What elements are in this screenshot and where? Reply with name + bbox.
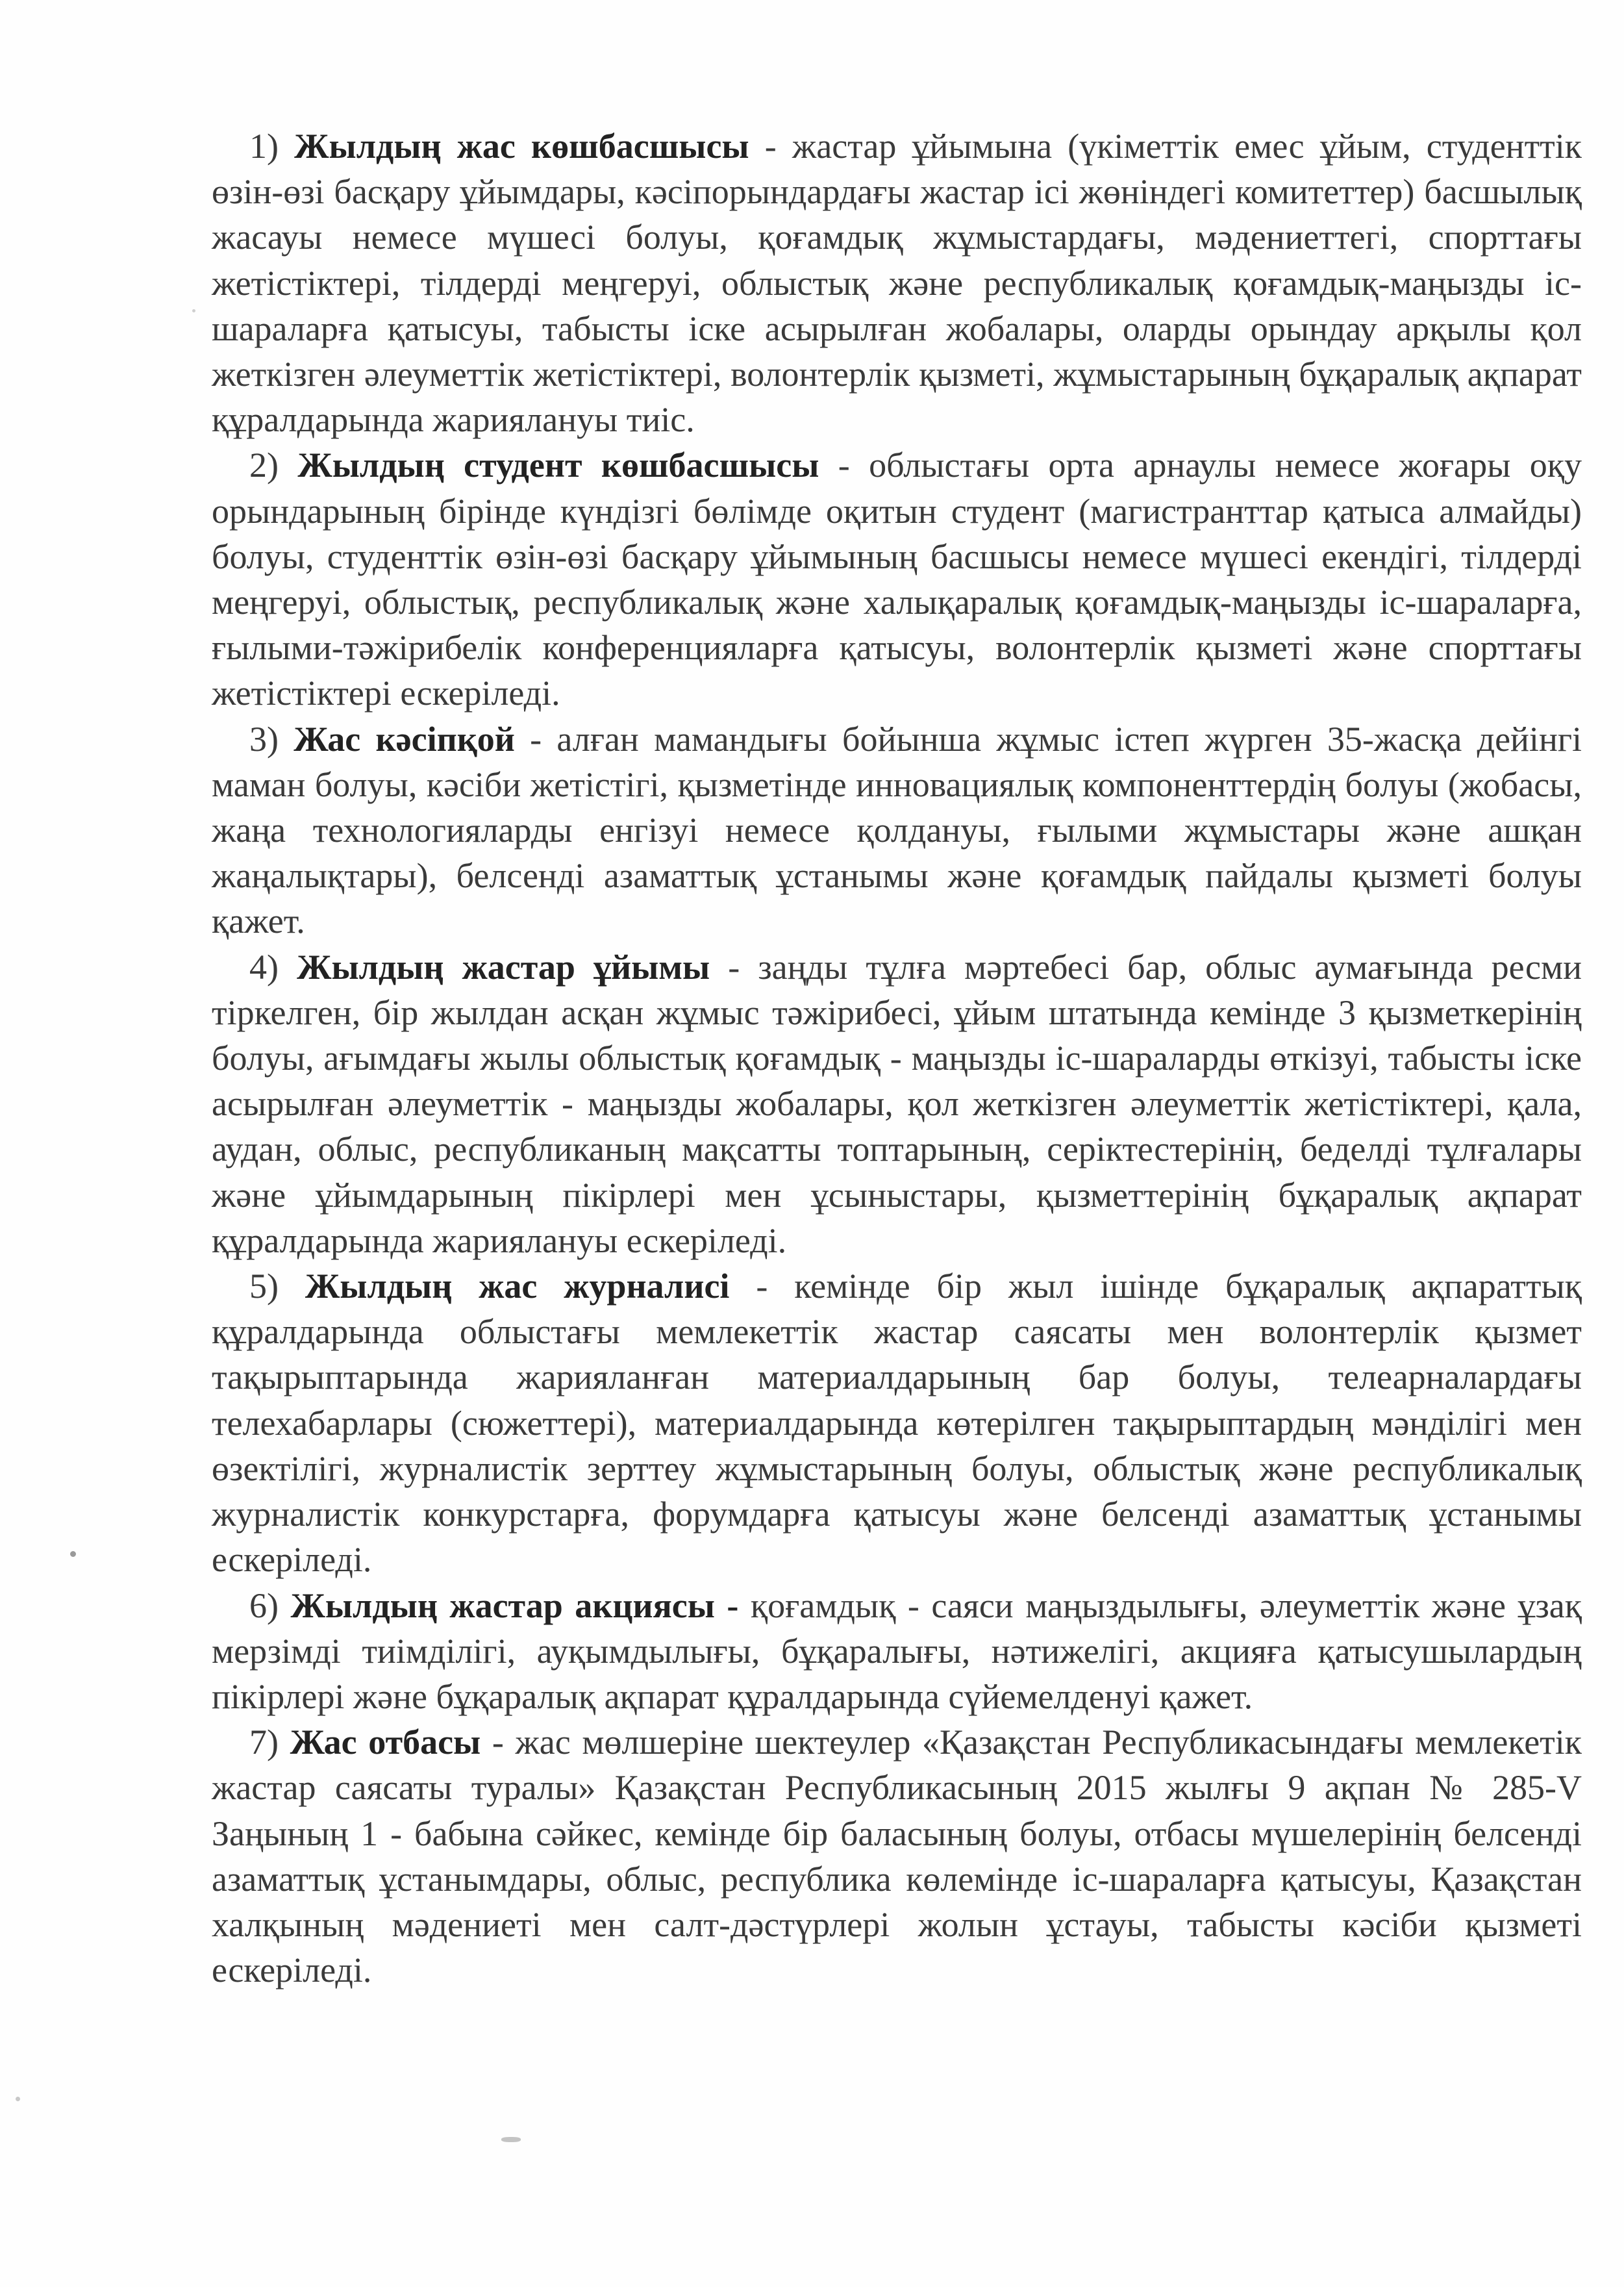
paragraph-number: 3) — [249, 719, 279, 759]
paragraph-term: Жылдың студент көшбасшысы — [297, 446, 819, 485]
document-body — [212, 123, 1582, 1993]
scan-speck — [501, 2137, 521, 2142]
paragraph-6 — [212, 1583, 1582, 1720]
paragraph-text: - кемінде бір жыл ішінде бұқаралық ақпараттық құралдарында облыстағы мемлекеттік жастар саясаты мен волонтерлік қызмет тақырыптарында жарияланған материалдарының бар болуы, телеарналардағы телехабарлары (сюжеттері), материалдарында көтерілген тақырыптардың мәнділігі мен өзектілігі, журналистік зерттеу жұмыстарының болуы, облыстық және республикалық журналистік конкурстарға, форумдарға қатысуы және белсенді азаматтық ұстанымы ескеріледі. — [212, 1267, 1582, 1580]
paragraph-text: - алған мамандығы бойынша жұмыс істеп жүрген 35-жасқа дейінгі маман болуы, кәсіби жетістігі, қызметінде инновациялық компоненттердің болуы (жобасы, жаңа технологияларды енгізуі немесе қолдануы, ғылыми жұмыстары және ашқан жаңалықтары), белсенді азаматтық ұстанымы және қоғамдық пайдалы қызметі болуы қажет. — [212, 719, 1582, 941]
paragraph-term: Жас кәсіпқой — [294, 719, 515, 759]
paragraph-number: 4) — [249, 947, 279, 987]
paragraph-5 — [212, 1263, 1582, 1582]
paragraph-term: Жылдың жас көшбасшысы — [294, 127, 749, 166]
paragraph-2 — [212, 442, 1582, 716]
paragraph-term: Жас отбасы — [290, 1723, 481, 1762]
paragraph-number: 2) — [249, 446, 279, 485]
paragraph-1 — [212, 123, 1582, 442]
paragraph-text: - облыстағы орта арнаулы немесе жоғары оқу орындарының бірінде күндізгі бөлімде оқитын студент (магистранттар қатыса алмайды) болуы, студенттік өзін-өзі басқару ұйымының басшысы немесе мүшесі екендігі, тілдерді меңгеруі, облыстық, республикалық және халықаралық қоғамдық-маңызды іс-шараларға, ғылыми-тәжірибелік конференцияларға қатысуы, волонтерлік қызметі және спорттағы жетістіктері ескеріледі. — [212, 446, 1582, 713]
paragraph-4 — [212, 944, 1582, 1263]
paragraph-term: Жылдың жастар ұйымы — [297, 947, 710, 987]
paragraph-text: - заңды тұлға мәртебесі бар, облыс аумағында ресми тіркелген, бір жылдан асқан жұмыс тәжірибесі, ұйым штатында кемінде 3 қызметкерінің болуы, ағымдағы жылы облыстық қоғамдық - маңызды іс-шараларды өткізуі, табысты іске асырылған әлеуметтік - маңызды жобалары, қол жеткізген әлеуметтік жетістіктері, қала, аудан, облыс, республиканың мақсатты топтарының, серіктестерінің, беделді тұлғалары және ұйымдарының пікірлері мен ұсыныстары, қызметтерінің бұқаралық ақпарат құралдарында жариялануы ескеріледі. — [212, 947, 1582, 1260]
paragraph-3 — [212, 716, 1582, 944]
scan-speck — [16, 2097, 20, 2101]
paragraph-text: қоғамдық - саяси маңыздылығы, әлеуметтік және ұзақ мерзімді тиімділігі, ауқымдылығы, бұқаралығы, нәтижелігі, акцияға қатысушылардың пікірлері және бұқаралық ақпарат құралдарында сүйемелденуі қажет. — [212, 1586, 1582, 1716]
paragraph-number: 6) — [249, 1586, 279, 1625]
paragraph-number: 7) — [249, 1723, 279, 1762]
paragraph-term: Жылдың жастар акциясы - — [290, 1586, 739, 1625]
paragraph-number: 1) — [249, 127, 279, 166]
scan-speck — [70, 1551, 76, 1557]
scan-speck — [192, 309, 195, 312]
paragraph-text: - жас мөлшеріне шектеулер «Қазақстан Республикасындағы мемлекетік жастар саясаты туралы» Қазақстан Республикасының 2015 жылғы 9 ақпан № 285-V Заңының 1 - бабына сәйкес, кемінде бір баласының болуы, отбасы мүшелерінің белсенді азаматтық ұстанымдары, облыс, республика көлемінде іс-шараларға қатысуы, Қазақстан халқының мәдениеті мен салт-дәстүрлері жолын ұстауы, табысты кәсіби қызметі ескеріледі. — [212, 1723, 1582, 1990]
paragraph-text: - жастар ұйымына (үкіметтік емес ұйым, студенттік өзін-өзі басқару ұйымдары, кәсіпорындардағы жастар ісі жөніндегі комитеттер) басшылық жасауы немесе мүшесі болуы, қоғамдық жұмыстардағы, мәдениеттегі, спорттағы жетістіктері, тілдерді меңгеруі, облыстық және республикалық қоғамдық-маңызды іс-шараларға қатысуы, табысты іске асырылған жобалары, оларды орындау арқылы қол жеткізген әлеуметтік жетістіктері, волонтерлік қызметі, жұмыстарының бұқаралық ақпарат құралдарында жариялануы тиіс. — [212, 127, 1582, 440]
paragraph-number: 5) — [249, 1267, 279, 1306]
paragraph-7 — [212, 1719, 1582, 1993]
paragraph-term: Жылдың жас журналисі — [305, 1267, 730, 1306]
